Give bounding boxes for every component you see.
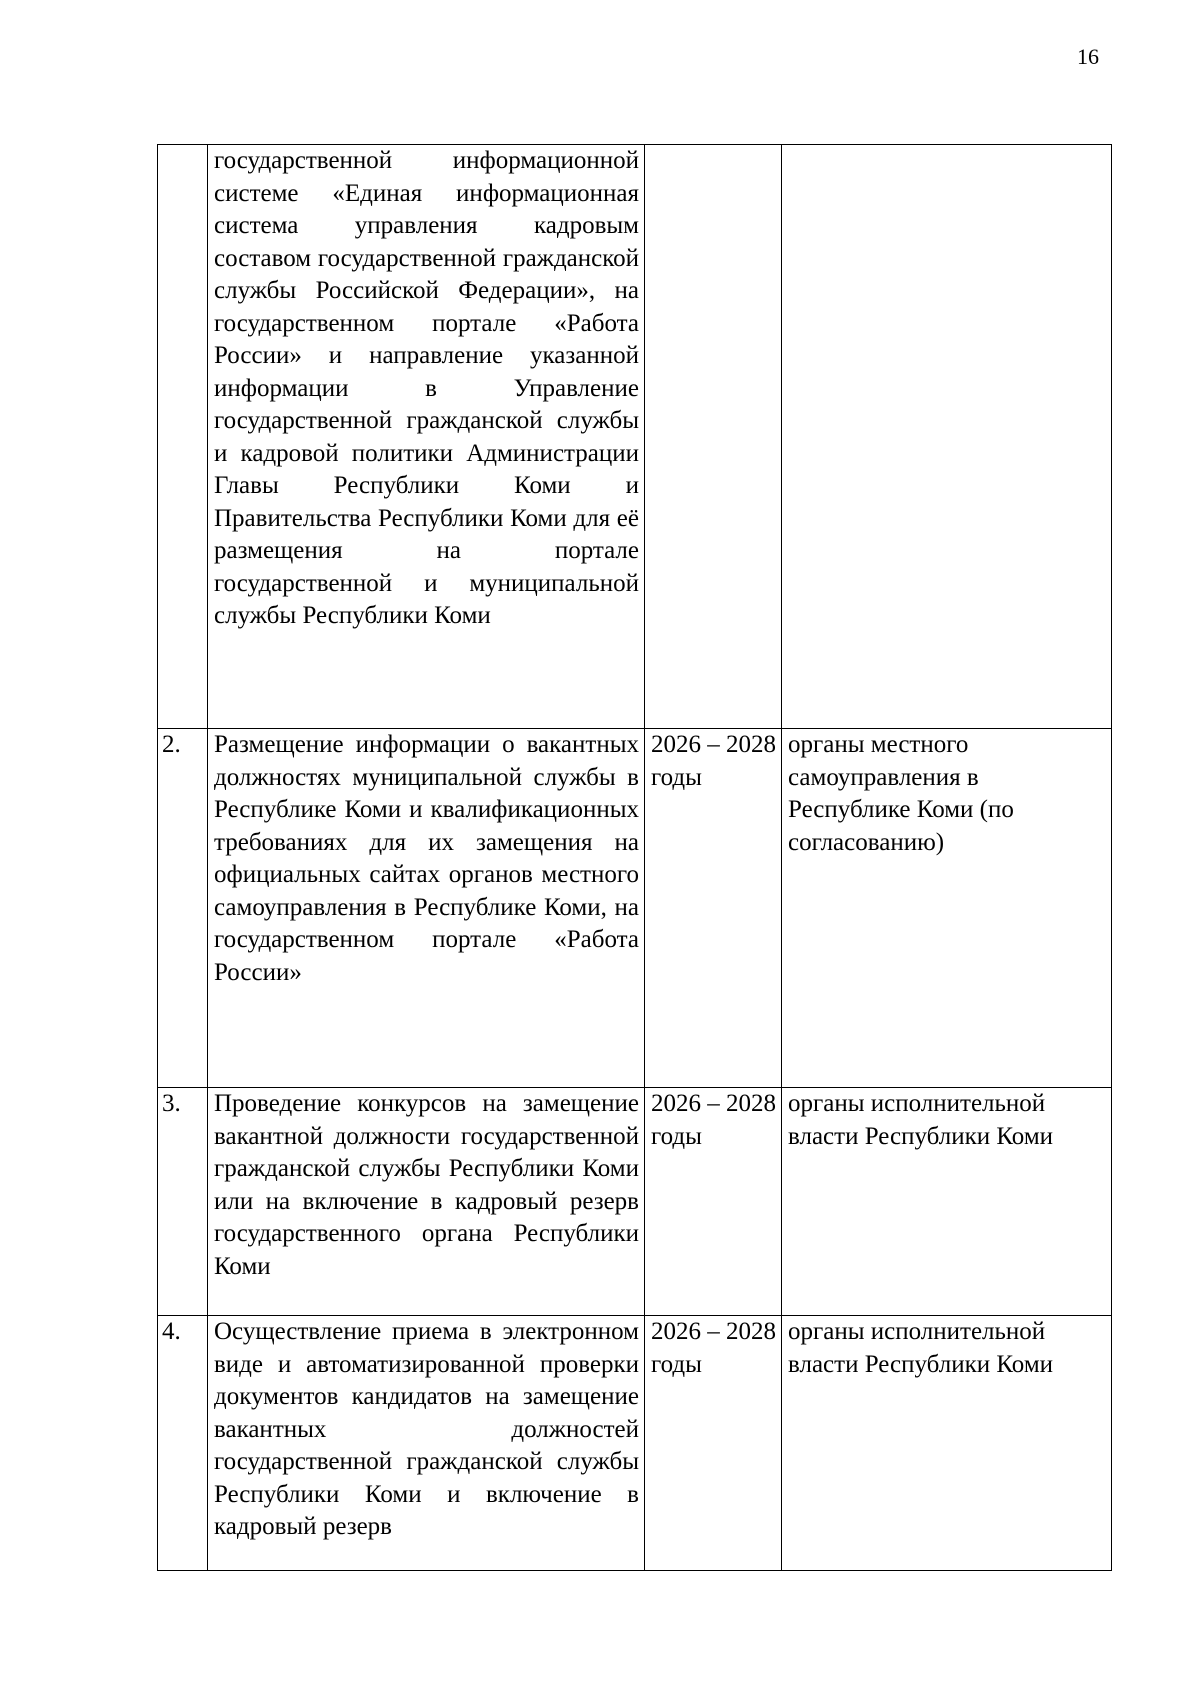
period-text [645,145,782,729]
page-number: 16 [1077,44,1099,69]
table-row [158,145,1112,729]
executor-text: органы местного самоуправления в Республике Коми (по согласованию) [782,729,1112,1088]
activity-plan-table [157,144,1112,1571]
activity-text: государственной информационной системе «Единая информационная система управления кадровым составом государственной гражданской службы Российской Федерации», на государственном портале «Работа России» и направление указанной информации в Управление государственной гражданской службы и кадровой политики Администрации Главы Республики Коми и Правительства Республики Коми для её размещения на портале государственной и муниципальной службы Республики Коми [208,145,645,729]
table-row [158,1316,1112,1571]
row-number: 2. [158,729,208,1088]
row-number: 3. [158,1088,208,1316]
row-number [158,145,208,729]
executor-text [782,145,1112,729]
activity-text: Осуществление приема в электронном виде и автоматизированной проверки документов кандидатов на замещение вакантных должностей государственной гражданской службы Республики Коми и включение в кадровый резерв [208,1316,645,1571]
table-row [158,1088,1112,1316]
period-text: 2026 – 2028 годы [645,1088,782,1316]
activity-text: Проведение конкурсов на замещение вакантной должности государственной гражданской службы Республики Коми или на включение в кадровый резерв государственного органа Республики Коми [208,1088,645,1316]
row-number: 4. [158,1316,208,1571]
table-row [158,729,1112,1088]
period-text: 2026 – 2028 годы [645,729,782,1088]
period-text: 2026 – 2028 годы [645,1316,782,1571]
activity-text: Размещение информации о вакантных должностях муниципальной службы в Республике Коми и квалификационных требованиях для их замещения на официальных сайтах органов местного самоуправления в Республике Коми, на государственном портале «Работа России» [208,729,645,1088]
executor-text: органы исполнительной власти Республики Коми [782,1316,1112,1571]
executor-text: органы исполнительной власти Республики Коми [782,1088,1112,1316]
